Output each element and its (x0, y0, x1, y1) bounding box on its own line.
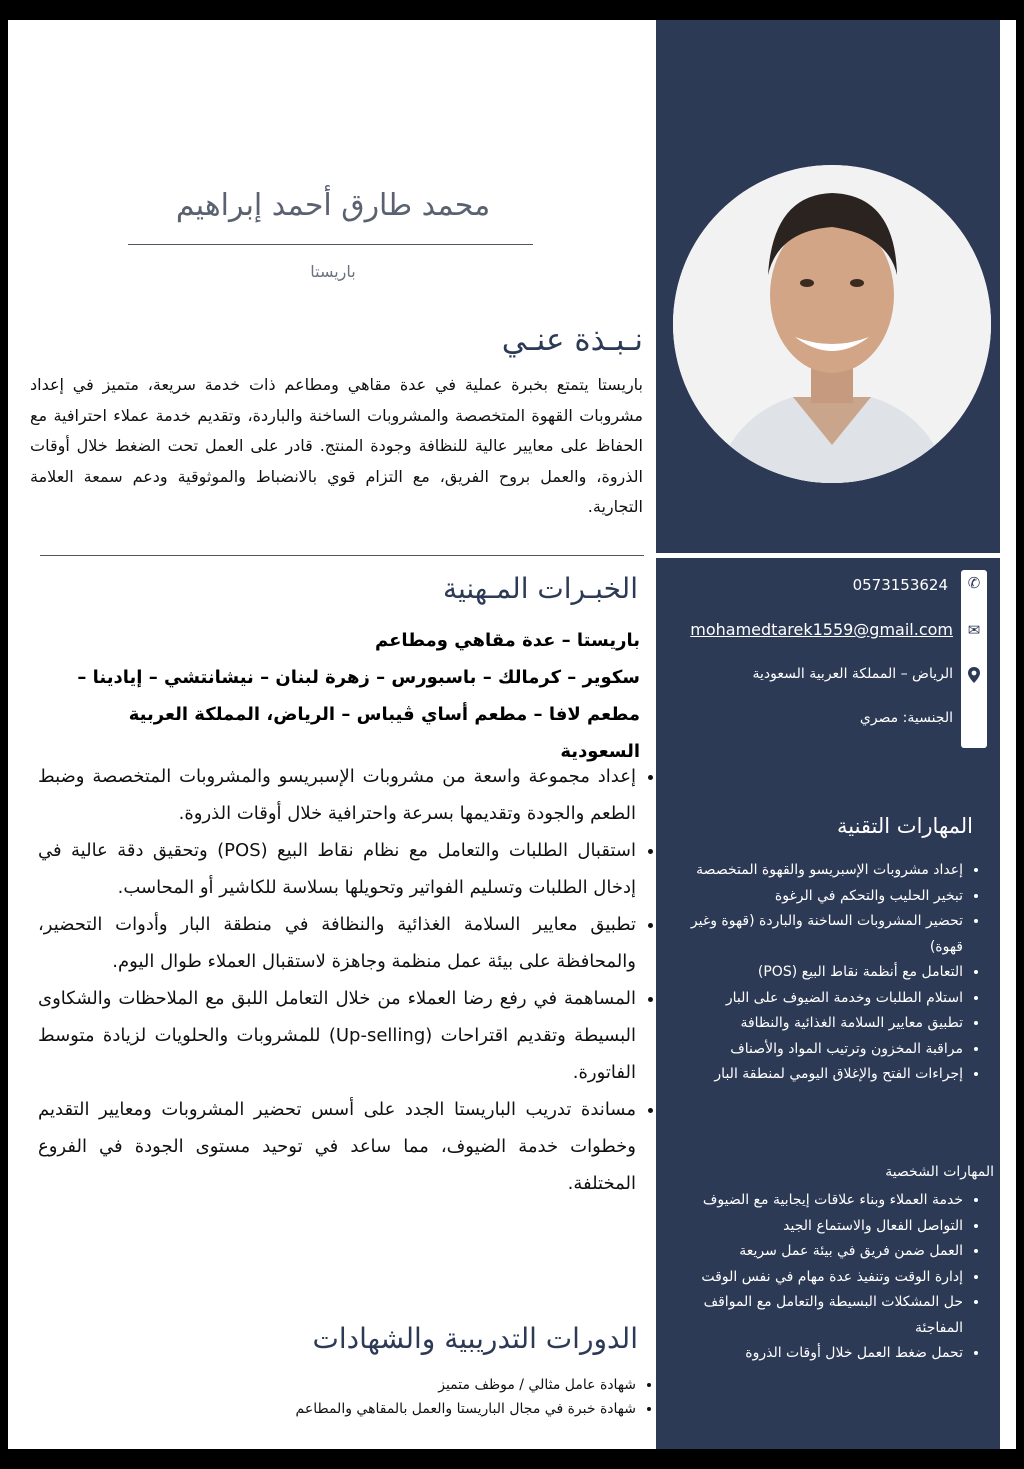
location-pin-icon (963, 666, 985, 684)
list-item: • تحضير المشروبات الساخنة والباردة (قهوة وغير قهوة) (663, 909, 963, 960)
technical-skills-title: المهارات التقنية (837, 814, 973, 838)
experience-header (48, 622, 640, 770)
list-item: • إعداد مجموعة واسعة من مشروبات الإسبريسو والمشروبات المتخصصة وضبط الطعم والجودة وتقديمها بسرعة واحترافية خلال أوقات الذروة. (38, 758, 636, 832)
list-item: • شهادة عامل مثالي / موظف متميز (158, 1373, 636, 1397)
list-item: • إدارة الوقت وتنفيذ عدة مهام في نفس الوقت (673, 1265, 963, 1291)
list-item: • التواصل الفعال والاستماع الجيد (673, 1214, 963, 1240)
list-item: • التعامل مع أنظمة نقاط البيع (POS) (663, 960, 963, 986)
contact-icon-strip (961, 570, 987, 748)
job-title: باريستا (310, 262, 356, 281)
list-item: • تطبيق معايير السلامة الغذائية والنظافة في منطقة البار وأدوات التحضير، والمحافظة على بيئة عمل منظمة وجاهزة لاستقبال العملاء طوال اليوم. (38, 906, 636, 980)
list-item: • مساندة تدريب الباريستا الجدد على أسس تحضير المشروبات ومعايير التقديم وخطوات خدمة الضيوف، مما ساعد في توحيد مستوى الجودة في الفروع المختلفة. (38, 1091, 636, 1202)
list-item: • المساهمة في رفع رضا العملاء من خلال التعامل اللبق مع الملاحظات والشكاوى البسيطة وتقديم اقتراحات (Up-selling) للمشروبات والحلويات لزيادة متوسط الفاتورة. (38, 980, 636, 1091)
technical-skills-list (663, 858, 985, 1088)
summary-title: نـبـذة عنـي (501, 322, 643, 358)
experience-position: باريستا – عدة مقاهي ومطاعم (374, 630, 640, 651)
sidebar-divider (656, 553, 1000, 558)
list-item: • استلام الطلبات وخدمة الضيوف على البار (663, 986, 963, 1012)
experience-places: سكوير – كرمالك – باسبورس – زهرة لبنان – نيشانتشي – إيادينا – مطعم لافا – مطعم أساي ڤيباس – الرياض، المملكة العربية السعودية (77, 667, 640, 762)
list-item: • العمل ضمن فريق في بيئة عمل سريعة (673, 1239, 963, 1265)
profile-photo (673, 165, 991, 483)
resume-page (8, 20, 1016, 1449)
list-item: • تبخير الحليب والتحكم في الرغوة (663, 884, 963, 910)
list-item: • تحمل ضغط العمل خلال أوقات الذروة (673, 1341, 963, 1367)
certifications-title: الدورات التدريبية والشهادات (312, 1322, 638, 1355)
summary-text: باريستا يتمتع بخبرة عملية في عدة مقاهي ومطاعم ذات خدمة سريعة، متميز في إعداد مشروبات القهوة المتخصصة والمشروبات الساخنة والباردة، وتقديم خدمة عملاء احترافية مع الحفاظ على معايير عالية للنظافة وجودة المنتج. قادر على العمل تحت الضغط خلال أوقات الذروة، والعمل بروح الفريق، مع التزام قوي بالانضباط والموثوقية ودعم سمعة العلامة التجارية. (30, 375, 643, 516)
list-item: • تطبيق معايير السلامة الغذائية والنظافة (663, 1011, 963, 1037)
certifications-list (158, 1373, 664, 1421)
experience-bullets (38, 758, 664, 1202)
list-item: • مراقبة المخزون وترتيب المواد والأصناف (663, 1037, 963, 1063)
list-item: • استقبال الطلبات والتعامل مع نظام نقاط البيع (POS) وتحقيق دقة عالية في إدخال الطلبات وتسليم الفواتير وتحويلها بسلاسة للكاشير أو المحاسب. (38, 832, 636, 906)
nationality-text: الجنسية: مصري (859, 710, 953, 726)
candidate-name: محمد طارق أحمد إبراهيم (175, 188, 491, 223)
phone-text[interactable]: 0573153624 (852, 576, 948, 594)
name-underline (128, 244, 533, 245)
list-item: • إعداد مشروبات الإسبريسو والقهوة المتخصصة (663, 858, 963, 884)
email-link[interactable]: mohamedtarek1559@gmail.com (690, 620, 953, 639)
list-item: • خدمة العملاء وبناء علاقات إيجابية مع الضيوف (673, 1188, 963, 1214)
location-text: الرياض – المملكة العربية السعودية (752, 666, 953, 682)
personal-skills-title: المهارات الشخصية (885, 1164, 994, 1180)
list-item: • شهادة خبرة في مجال الباريستا والعمل بالمقاهي والمطاعم (158, 1397, 636, 1421)
personal-skills-list (673, 1188, 985, 1367)
list-item: • حل المشكلات البسيطة والتعامل مع المواقف المفاجئة (673, 1290, 963, 1341)
mail-icon: ✉ (967, 621, 981, 639)
phone-icon: ✆ (967, 574, 981, 592)
list-item: • إجراءات الفتح والإغلاق اليومي لمنطقة البار (663, 1062, 963, 1088)
section-separator (40, 555, 644, 556)
experience-title: الخبـرات المـهنية (442, 572, 638, 605)
